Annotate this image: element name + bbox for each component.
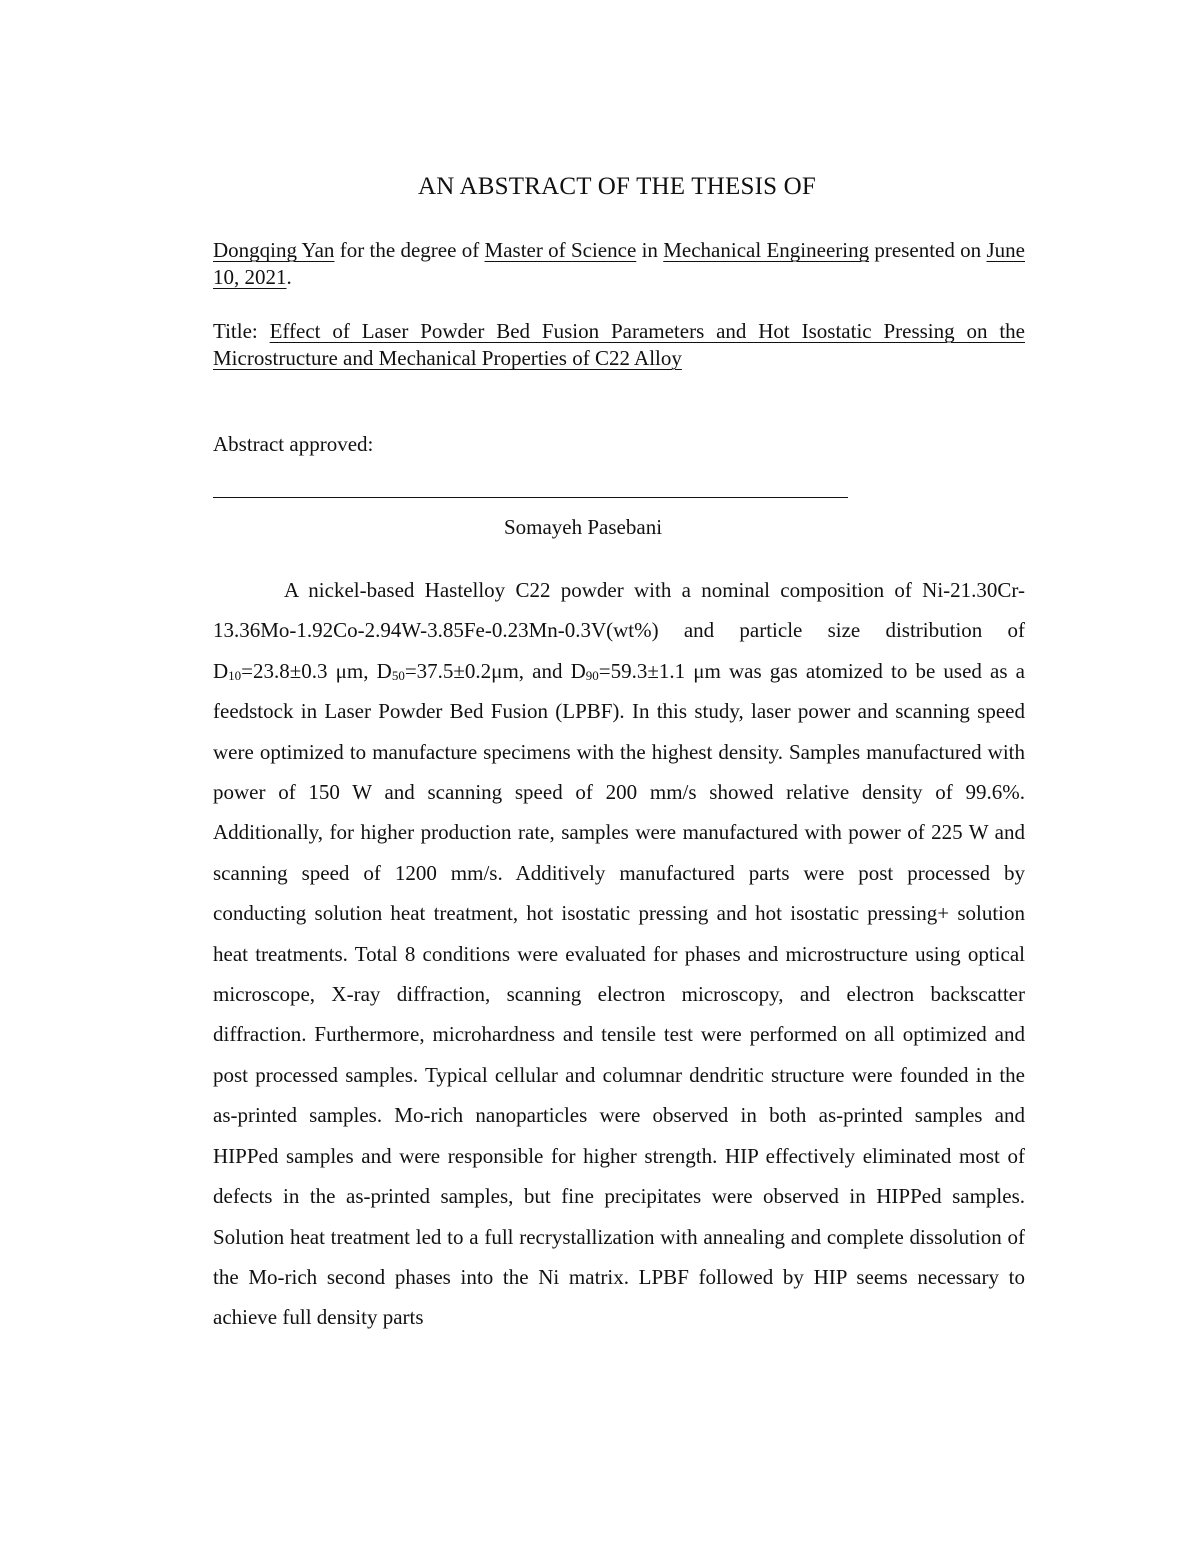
approval-label: Abstract approved: [213, 432, 374, 456]
degree-text-2: in [636, 238, 664, 262]
title-label: Title: [213, 319, 270, 343]
degree-statement [213, 237, 1025, 291]
abstract-body [213, 570, 1025, 1338]
abstract-text-4: =59.3±1.1 μm was gas atomized to be used as a feedstock in Laser Powder Bed Fusion (LPBF). In this study, laser power and scanning speed were optimized to manufacture specimens with the highest density. Samples manufactured with power of 150 W and scanning speed of 200 mm/s showed relative density of 99.6%. Additionally, for higher production rate, samples were manufactured with power of 225 W and scanning speed of 1200 mm/s. Additively manufactured parts were post processed by conducting solution heat treatment, hot isostatic pressing and hot isostatic pressing+ solution heat treatments. Total 8 conditions were evaluated for phases and microstructure using optical microscope, X-ray diffraction, scanning electron microscopy, and electron backscatter diffraction. Furthermore, microhardness and tensile test were performed on all optimized and post processed samples. Typical cellular and columnar dendritic structure were founded in the as-printed samples. Mo-rich nanoparticles were observed in both as-printed samples and HIPPed samples and were responsible for higher strength. HIP effectively eliminated most of defects in the as-printed samples, but fine precipitates were observed in HIPPed samples. Solution heat treatment led to a full recrystallization with annealing and complete dissolution of the Mo-rich second phases into the Ni matrix. LPBF followed by HIP seems necessary to achieve full density parts [213, 658, 1025, 1330]
d90-subscript: 90 [585, 667, 599, 683]
thesis-title [213, 318, 1025, 372]
signature-line [213, 497, 848, 498]
degree-text-4: . [286, 265, 292, 289]
abstract-text-3: =37.5±0.2μm, and D [404, 658, 586, 683]
abstract-text-1: A nickel-based Hastelloy C22 powder with a nominal composition of Ni-21.30Cr-13.36Mo-1.92Co-2.94W-3.85Fe-0.23Mn-0.3V(wt%) and particle size distribution of D [213, 578, 1025, 683]
author-name: Dongqing Yan [213, 238, 335, 262]
d50-subscript: 50 [391, 667, 405, 683]
degree-field: Mechanical Engineering [663, 238, 870, 262]
presentation-date: June 10, 2021 [213, 238, 1025, 289]
page-heading: AN ABSTRACT OF THE THESIS OF [417, 173, 817, 200]
abstract-paragraph [213, 570, 1025, 1338]
advisor-name: Somayeh Pasebani [503, 515, 663, 539]
d10-subscript: 10 [228, 667, 242, 683]
abstract-text-2: =23.8±0.3 μm, D [241, 658, 392, 683]
degree-text-1: for the degree of [334, 238, 485, 262]
title-value: Effect of Laser Powder Bed Fusion Parameters and Hot Isostatic Pressing on the Microstructure and Mechanical Properties of C22 Alloy [213, 319, 1025, 370]
degree-name: Master of Science [484, 238, 637, 262]
degree-text-3: presented on [869, 238, 987, 262]
